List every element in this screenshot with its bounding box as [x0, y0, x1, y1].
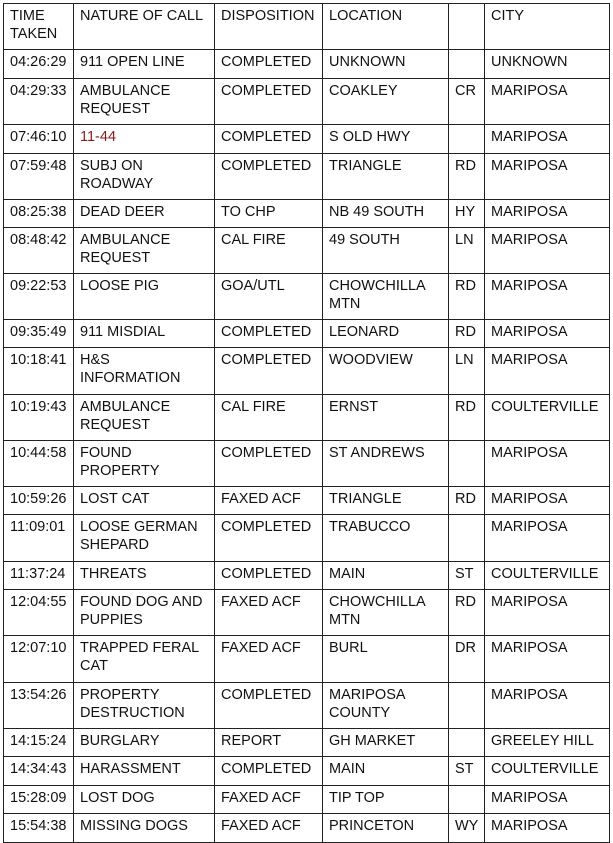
- cell-nature-of-call: SUBJ ON ROADWAY: [74, 154, 215, 200]
- cell-location: TIP TOP: [323, 786, 449, 814]
- cell-street-suffix: [449, 683, 485, 729]
- cell-location: CHOWCHILLA MTN: [323, 590, 449, 636]
- cell-time-taken: 10:44:58: [4, 441, 74, 487]
- cell-location: PRINCETON: [323, 814, 449, 843]
- cell-nature-of-call: LOST DOG: [74, 786, 215, 814]
- cell-time-taken: 15:54:38: [4, 814, 74, 843]
- cell-time-taken: 10:59:26: [4, 487, 74, 515]
- cell-city: COULTERVILLE: [485, 562, 610, 590]
- table-row: [4, 125, 610, 154]
- cell-disposition: COMPLETED: [215, 79, 323, 125]
- cell-street-suffix: LN: [449, 228, 485, 274]
- cell-nature-of-call: 911 OPEN LINE: [74, 50, 215, 79]
- cell-location: BURL: [323, 636, 449, 683]
- cell-city: MARIPOSA: [485, 228, 610, 274]
- cell-time-taken: 08:25:38: [4, 200, 74, 228]
- call-log-table: [3, 3, 610, 843]
- cell-disposition: FAXED ACF: [215, 590, 323, 636]
- cell-city: MARIPOSA: [485, 125, 610, 154]
- cell-location: UNKNOWN: [323, 50, 449, 79]
- cell-location: ST ANDREWS: [323, 441, 449, 487]
- cell-location: WOODVIEW: [323, 348, 449, 395]
- cell-location: CHOWCHILLA MTN: [323, 274, 449, 320]
- table-row: [4, 154, 610, 200]
- cell-time-taken: 11:37:24: [4, 562, 74, 590]
- cell-disposition: COMPLETED: [215, 757, 323, 786]
- cell-disposition: CAL FIRE: [215, 395, 323, 441]
- cell-disposition: CAL FIRE: [215, 228, 323, 274]
- cell-street-suffix: HY: [449, 200, 485, 228]
- cell-nature-of-call: BURGLARY: [74, 729, 215, 757]
- cell-nature-of-call: AMBULANCE REQUEST: [74, 79, 215, 125]
- table-row: [4, 274, 610, 320]
- cell-nature-of-call: AMBULANCE REQUEST: [74, 395, 215, 441]
- cell-street-suffix: RD: [449, 154, 485, 200]
- cell-disposition: GOA/UTL: [215, 274, 323, 320]
- cell-time-taken: 14:15:24: [4, 729, 74, 757]
- header-disposition: DISPOSITION: [215, 4, 323, 50]
- cell-city: MARIPOSA: [485, 320, 610, 348]
- cell-disposition: COMPLETED: [215, 320, 323, 348]
- header-nature-of-call: NATURE OF CALL: [74, 4, 215, 50]
- cell-street-suffix: LN: [449, 348, 485, 395]
- cell-time-taken: 10:18:41: [4, 348, 74, 395]
- cell-city: MARIPOSA: [485, 515, 610, 562]
- cell-time-taken: 09:22:53: [4, 274, 74, 320]
- cell-city: MARIPOSA: [485, 154, 610, 200]
- cell-nature-of-call: FOUND PROPERTY: [74, 441, 215, 487]
- cell-street-suffix: RD: [449, 395, 485, 441]
- cell-city: MARIPOSA: [485, 200, 610, 228]
- cell-disposition: COMPLETED: [215, 125, 323, 154]
- cell-city: COULTERVILLE: [485, 757, 610, 786]
- cell-street-suffix: [449, 125, 485, 154]
- cell-street-suffix: DR: [449, 636, 485, 683]
- cell-location: COAKLEY: [323, 79, 449, 125]
- table-row: [4, 441, 610, 487]
- cell-city: MARIPOSA: [485, 274, 610, 320]
- cell-street-suffix: ST: [449, 562, 485, 590]
- cell-time-taken: 07:59:48: [4, 154, 74, 200]
- cell-nature-of-call: LOOSE PIG: [74, 274, 215, 320]
- cell-disposition: COMPLETED: [215, 348, 323, 395]
- cell-location: 49 SOUTH: [323, 228, 449, 274]
- cell-disposition: FAXED ACF: [215, 786, 323, 814]
- cell-time-taken: 14:34:43: [4, 757, 74, 786]
- cell-time-taken: 12:04:55: [4, 590, 74, 636]
- cell-city: MARIPOSA: [485, 786, 610, 814]
- cell-location: MARIPOSA COUNTY: [323, 683, 449, 729]
- cell-street-suffix: [449, 515, 485, 562]
- table-row: [4, 515, 610, 562]
- cell-street-suffix: CR: [449, 79, 485, 125]
- table-row: [4, 320, 610, 348]
- cell-city: MARIPOSA: [485, 348, 610, 395]
- table-row: [4, 729, 610, 757]
- cell-street-suffix: [449, 441, 485, 487]
- cell-city: MARIPOSA: [485, 636, 610, 683]
- cell-time-taken: 04:26:29: [4, 50, 74, 79]
- cell-time-taken: 11:09:01: [4, 515, 74, 562]
- cell-nature-of-call: LOOSE GERMAN SHEPARD: [74, 515, 215, 562]
- cell-nature-of-call: MISSING DOGS: [74, 814, 215, 843]
- cell-nature-of-call: PROPERTY DESTRUCTION: [74, 683, 215, 729]
- table-row: [4, 50, 610, 79]
- cell-city: MARIPOSA: [485, 683, 610, 729]
- table-row: [4, 348, 610, 395]
- table-row: [4, 228, 610, 274]
- cell-nature-of-call: 911 MISDIAL: [74, 320, 215, 348]
- cell-disposition: COMPLETED: [215, 154, 323, 200]
- cell-disposition: FAXED ACF: [215, 814, 323, 843]
- cell-time-taken: 10:19:43: [4, 395, 74, 441]
- cell-location: S OLD HWY: [323, 125, 449, 154]
- cell-street-suffix: [449, 786, 485, 814]
- table-row: [4, 395, 610, 441]
- table-row: [4, 200, 610, 228]
- header-city: CITY: [485, 4, 610, 50]
- cell-location: GH MARKET: [323, 729, 449, 757]
- cell-location: LEONARD: [323, 320, 449, 348]
- cell-location: MAIN: [323, 562, 449, 590]
- table-row: [4, 562, 610, 590]
- table-row: [4, 590, 610, 636]
- cell-street-suffix: RD: [449, 590, 485, 636]
- cell-time-taken: 08:48:42: [4, 228, 74, 274]
- cell-street-suffix: RD: [449, 487, 485, 515]
- cell-location: TRIANGLE: [323, 154, 449, 200]
- cell-city: MARIPOSA: [485, 79, 610, 125]
- cell-city: MARIPOSA: [485, 441, 610, 487]
- cell-nature-of-call: THREATS: [74, 562, 215, 590]
- cell-disposition: COMPLETED: [215, 562, 323, 590]
- cell-city: MARIPOSA: [485, 814, 610, 843]
- header-row: [4, 4, 610, 50]
- cell-location: TRIANGLE: [323, 487, 449, 515]
- cell-location: NB 49 SOUTH: [323, 200, 449, 228]
- cell-location: MAIN: [323, 757, 449, 786]
- cell-street-suffix: [449, 729, 485, 757]
- table-row: [4, 79, 610, 125]
- cell-nature-of-call: H&S INFORMATION: [74, 348, 215, 395]
- cell-location: TRABUCCO: [323, 515, 449, 562]
- cell-nature-of-call: DEAD DEER: [74, 200, 215, 228]
- cell-disposition: FAXED ACF: [215, 636, 323, 683]
- cell-street-suffix: ST: [449, 757, 485, 786]
- cell-disposition: TO CHP: [215, 200, 323, 228]
- header-time-taken: TIME TAKEN: [4, 4, 74, 50]
- cell-location: ERNST: [323, 395, 449, 441]
- header-location: LOCATION: [323, 4, 449, 50]
- cell-street-suffix: [449, 50, 485, 79]
- cell-time-taken: 12:07:10: [4, 636, 74, 683]
- cell-time-taken: 13:54:26: [4, 683, 74, 729]
- table-row: [4, 636, 610, 683]
- cell-time-taken: 04:29:33: [4, 79, 74, 125]
- cell-time-taken: 09:35:49: [4, 320, 74, 348]
- cell-disposition: COMPLETED: [215, 683, 323, 729]
- table-row: [4, 757, 610, 786]
- cell-disposition: COMPLETED: [215, 50, 323, 79]
- cell-street-suffix: WY: [449, 814, 485, 843]
- cell-street-suffix: RD: [449, 320, 485, 348]
- table-row: [4, 786, 610, 814]
- table-row: [4, 487, 610, 515]
- cell-time-taken: 15:28:09: [4, 786, 74, 814]
- cell-time-taken: 07:46:10: [4, 125, 74, 154]
- cell-disposition: COMPLETED: [215, 441, 323, 487]
- cell-city: UNKNOWN: [485, 50, 610, 79]
- table-row: [4, 814, 610, 843]
- cell-nature-of-call: FOUND DOG AND PUPPIES: [74, 590, 215, 636]
- cell-street-suffix: RD: [449, 274, 485, 320]
- header-street-suffix: [449, 4, 485, 50]
- table-row: [4, 683, 610, 729]
- cell-nature-of-call: 11-44: [74, 125, 215, 154]
- cell-nature-of-call: HARASSMENT: [74, 757, 215, 786]
- cell-nature-of-call: TRAPPED FERAL CAT: [74, 636, 215, 683]
- cell-disposition: COMPLETED: [215, 515, 323, 562]
- cell-city: COULTERVILLE: [485, 395, 610, 441]
- cell-nature-of-call: LOST CAT: [74, 487, 215, 515]
- cell-disposition: FAXED ACF: [215, 487, 323, 515]
- cell-city: MARIPOSA: [485, 487, 610, 515]
- cell-nature-of-call: AMBULANCE REQUEST: [74, 228, 215, 274]
- cell-disposition: REPORT: [215, 729, 323, 757]
- cell-city: MARIPOSA: [485, 590, 610, 636]
- cell-city: GREELEY HILL: [485, 729, 610, 757]
